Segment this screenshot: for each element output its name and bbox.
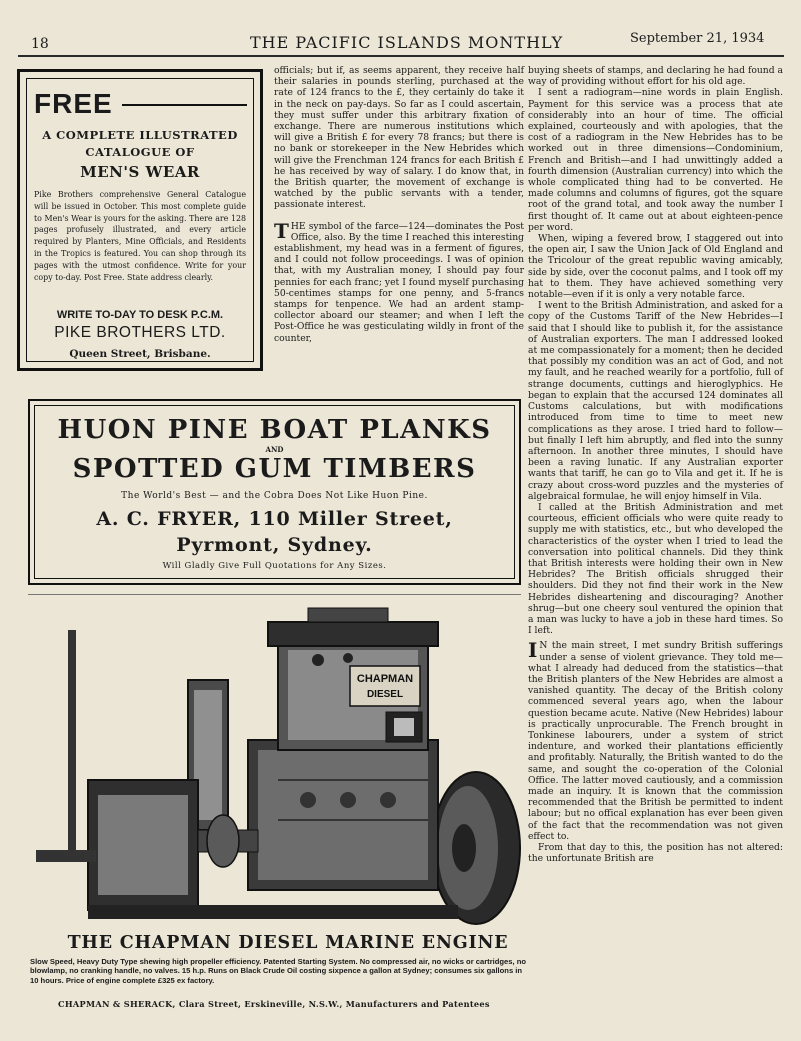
ad-free-heading: FREE xyxy=(34,88,113,119)
ad-tagline: The World's Best — and the Cobra Does Not Like Huon Pine. xyxy=(121,491,428,501)
ad-mens-wear: MEN'S WEAR xyxy=(80,163,200,181)
header-rule xyxy=(18,55,784,57)
huon-pine-ad xyxy=(28,399,521,585)
drop-cap: I xyxy=(528,638,538,663)
article-paragraph-text: N the main street, I met sundry British sufferings under a sense of violent grievance. They told me—what I already had deduced from the statistics—that the British planters of the New Hebrides are almost a vanished quantity. The decay of the British colony commenced several years ago, when the labour question became acute. Native (New Hebrides) labour is practically unprocurable. The French brought in Tonkinese labourers, under a system of strict indenture, and worked their plantations efficiently and profitably. Naturally, the British wanted to do the same, and sought the co-operation of the Colonial Office. The latter moved cautiously, and a commission made an inquiry. It is known that the commission recommended that the British be permitted to indent labour; but no offical explanation has ever been given of the fact that the recommendation was not given effect to. xyxy=(528,640,783,842)
masthead-title: THE PACIFIC ISLANDS MONTHLY xyxy=(250,33,564,52)
article-paragraph: When, wiping a fevered brow, I staggered out into the open air, I saw the Union Jack of Old England and the Tricolour of the great republic waving amicably, side by side, over the coconut palms, and I took off my hat to them. They have achieved something very notable—even if it is only a very notable farce. xyxy=(528,233,783,301)
article-paragraph-text: HE symbol of the farce—124—dominates the Post Office, also. By the time I reached this interesting establishment, my head was in a ferment of figures, and I could not follow proceedings. I was of opinion that, with my Australian money, I should pay four pennies for each franc; yet I found myself purchasing 50-centimes stamps for one penny, and 5-francs stamps for tenpence. We had an ardent stamp-collector aboard our steamer; and when I left the Post-Office he was gesticulating wildly in front of the counter, xyxy=(274,220,524,344)
engine-illustration xyxy=(28,600,528,935)
ad-catalogue-line2: CATALOGUE OF xyxy=(85,145,195,159)
pike-brothers-ad xyxy=(17,69,263,371)
article-paragraph xyxy=(528,640,783,842)
ad-and: AND xyxy=(265,445,284,454)
article-paragraph: I went to the British Administration, and asked for a copy of the Customs Tariff of the New Hebrides—I said that I should like to publish it, for the assistance of Australian exporters. The man I addressed looked at me compassionately for a moment; then he decided that possibly my condition was an act of God, and not my fault, and he reached wearily for a portfolio, full of strange documents, cuttings and hieroglyphics. He began to explain that the accursed 124 dominates all Customs calculations, but with modifications introduced from time to time to meet new complications as they arose. I tried hard to follow—but finally I left him abruptly, and fled into the sunny afternoon. In another three minutes, I should have been a raving lunatic. If any Australian exporter wants that tariff, he can go to Vila and get it. If he is crazy about cross-word puzzles and the mysteries of algebraical formulae, he will enjoy himself in Vila. xyxy=(528,300,783,502)
ad-quote-line: Will Gladly Give Full Quotations for Any Sizes. xyxy=(162,561,387,571)
section-divider xyxy=(28,594,521,595)
ad-fryer-line1: A. C. FRYER, 110 Miller Street, xyxy=(96,508,453,530)
engine-plate-text1: CHAPMAN xyxy=(356,673,414,685)
engine-ad-spec: Slow Speed, Heavy Duty Type shewing high propeller efficiency. Patented Starting System. No compressed air, no wicks or cartridges, no blowlamp, no cranking handle, no valves. 15 h.p. Runs on Black Crude Oil costing sixpence a gallon at Sydney; consumes six gallons in 10 hours. Price of engine complete £325 ex factory. xyxy=(30,957,526,985)
ad-free-rule xyxy=(122,104,247,106)
article-paragraph xyxy=(274,218,524,344)
page-header xyxy=(0,0,801,60)
drop-cap: T xyxy=(274,218,289,243)
page-number: 18 xyxy=(31,36,49,52)
ad-body-text: Pike Brothers comprehensive General Catalogue will be issued in October. This most complete guide to Men's Wear is yours for the asking. There are 128 pages profusely illustrated, and every article required by Planters, Mine Officials, and Residents in the Tropics is featured. You can shop through its pages with the utmost confidence. Write for your copy to-day. Post Free. State address clearly. xyxy=(34,190,246,282)
article-column-2 xyxy=(274,65,524,344)
ad-huon-heading: HUON PINE BOAT PLANKS xyxy=(57,415,492,445)
engine-plate-text2: DIESEL xyxy=(366,689,404,700)
ad-gum-heading: SPOTTED GUM TIMBERS xyxy=(72,454,477,484)
chapman-diesel-ad xyxy=(28,600,528,1020)
ad-fryer-line2: Pyrmont, Sydney. xyxy=(176,534,373,556)
ad-company-address: Queen Street, Brisbane. xyxy=(69,348,211,360)
article-paragraph: buying sheets of stamps, and declaring he had found a way of providing without effort for his old age. xyxy=(528,65,784,88)
issue-date: September 21, 1934 xyxy=(630,31,765,46)
engine-ad-title: THE CHAPMAN DIESEL MARINE ENGINE xyxy=(67,933,509,953)
article-paragraph: I called at the British Administration and met courteous, efficient officials who were quite ready to supply me with statistics, etc., but who developed the characteristics of the oyster when I tried to lead the conversation into political channels. Did they think that British interests were holding their own in New Hebrides? The British officials shrugged their shoulders. Did they not find their work in the New Hebrides disheartening and discouraging? Another shrug—but one cheery soul ventured the opinion that a man was lucky to have a job in these hard times. So I left. xyxy=(528,501,783,637)
article-paragraph: officials; but if, as seems apparent, they receive half their salaries in pounds sterling, purchased at the rate of 124 francs to the £, they certainly do take it in the neck on pay-days. So far as I could ascertain, they must suffer under this arbitrary fixation of exchange. There are numerous institutions which will give a British £ for every 78 francs; but there is no bank or storekeeper in the New Hebrides which will give the Frenchman 124 francs for each British £ he has received by way of salary. I do know that, in the British quarter, the movement of exchange is watched by the public servants with a tender, passionate interest. xyxy=(274,65,524,211)
ad-company-name: PIKE BROTHERS LTD. xyxy=(54,324,226,341)
ad-write-today: WRITE TO-DAY TO DESK P.C.M. xyxy=(56,309,224,321)
article-paragraph: I sent a radiogram—nine words in plain English. Payment for this service was a process that ate considerably into an hour of time. The official explained, courteously and with apologies, that the cost of a radiogram in the New Hebrides has to be worked out in three dimensions—Condominium, French and British—and I had unwittingly added a fourth dimension (Australian currency) into which the whole complicated thing had to be converted. He made columns and columns of figures, got the square root of the grand total, and took away the number I first thought of. It came out at about eighteen-pence per word. xyxy=(528,87,783,233)
ad-catalogue-line1: A COMPLETE ILLUSTRATED xyxy=(42,128,238,142)
article-paragraph: From that day to this, the position has not altered: the unfortunate British are xyxy=(528,842,783,865)
article-column-3 xyxy=(528,65,783,864)
engine-ad-maker: CHAPMAN & SHERACK, Clara Street, Erskineville, N.S.W., Manufacturers and Patentees xyxy=(58,999,490,1009)
